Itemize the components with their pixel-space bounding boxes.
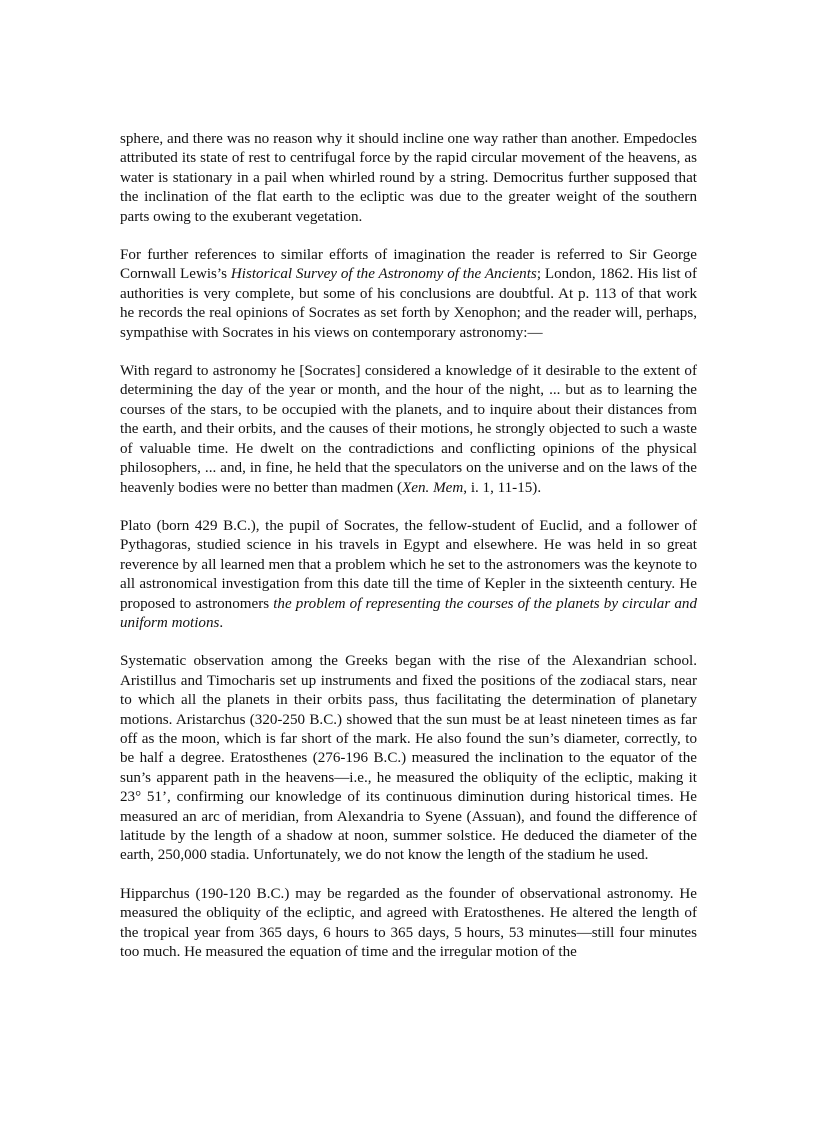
- paragraph-text: Hipparchus (190-120 B.C.) may be regarded as the founder of observational astronomy. He measured the obliquity of the ecliptic, and agreed with Eratosthenes. He altered the length of the tropical year from 365 days, 6 hours to 365 days, 5 hours, 53 minutes—still four minutes too much. He measured the equation of time and the irregular motion of the: [120, 885, 697, 961]
- paragraph-text-before: For further references to similar efforts of imagination the reader is referred to Sir George Cornwall Lewis’s: [120, 247, 697, 283]
- paragraph-socrates-quote: [120, 362, 697, 498]
- paragraph-earth-rest: [120, 130, 697, 227]
- paragraph-alexandrian-school: [120, 652, 697, 865]
- document-page: [120, 130, 697, 962]
- paragraph-text-before: With regard to astronomy he [Socrates] considered a knowledge of it desirable to the extent of determining the day of the year or month, and the hour of the night, ... but as to learning the courses of the stars, to be occupied with the planets, and to inquire about their distances from the earth, and their orbits, and the causes of their motions, he strongly objected to such a waste of valuable time. He dwelt on the contradictions and conflicting opinions of the physical philosophers, ... and, in fine, he held that the speculators on the universe and on the laws of the heavenly bodies were no better than madmen (: [120, 363, 697, 496]
- paragraph-text-after: , i. 1, 11-15).: [463, 479, 542, 496]
- paragraph-text: sphere, and there was no reason why it should incline one way rather than another. Empedocles attributed its state of rest to centrifugal force by the rapid circular movement of the heavens, as water is stationary in a pail when whirled round by a string. Democritus further supposed that the inclination of the flat earth to the ecliptic was due to the greater weight of the southern parts owing to the exuberant vegetation.: [120, 131, 697, 225]
- paragraph-text-after: ; London, 1862. His list of authorities is very complete, but some of his conclusions are doubtful. At p. 113 of that work he records the real opinions of Socrates as set forth by Xenophon; and the reader will, perhaps, sympathise with Socrates in his views on contemporary astronomy:—: [120, 266, 697, 341]
- plato-problem: the problem of representing the courses of the planets by circular and uniform motions: [120, 595, 697, 631]
- citation-title: Xen. Mem: [402, 479, 464, 496]
- paragraph-text: Systematic observation among the Greeks began with the rise of the Alexandrian school. Aristillus and Timocharis set up instruments and fixed the positions of the zodiacal stars, near to which all the planets in their orbits pass, thus facilitating the determination of planetary motions. Aristarchus (320-250 B.C.) showed that the sun must be at least nineteen times as far off as the moon, which is far short of the mark. He also found the sun’s diameter, correctly, to be half a degree. Eratosthenes (276-196 B.C.) measured the inclination to the equator of the sun’s apparent path in the heavens—i.e., he measured the obliquity of the ecliptic, making it 23° 51’, confirming our knowledge of its continuous diminution during historical times. He measured an arc of meridian, from Alexandria to Syene (Assuan), and found the difference of latitude by the length of a shadow at noon, summer solstice. He deduced the diameter of the earth, 250,000 stadia. Unfortunately, we do not know the length of the stadium he used.: [120, 653, 697, 864]
- paragraph-text-after: .: [219, 614, 224, 631]
- paragraph-hipparchus: [120, 885, 697, 963]
- book-title: Historical Survey of the Astronomy of the Ancients: [230, 266, 537, 283]
- paragraph-plato: [120, 517, 697, 633]
- paragraph-text-before: Plato (born 429 B.C.), the pupil of Socrates, the fellow-student of Euclid, and a follower of Pythagoras, studied science in his travels in Egypt and elsewhere. He was held in so great reverence by all learned men that a problem which he set to the astronomers was the keynote to all astronomical investigation from this date till the time of Kepler in the sixteenth century. He proposed to astronomers: [120, 517, 697, 612]
- paragraph-lewis-reference: [120, 246, 697, 343]
